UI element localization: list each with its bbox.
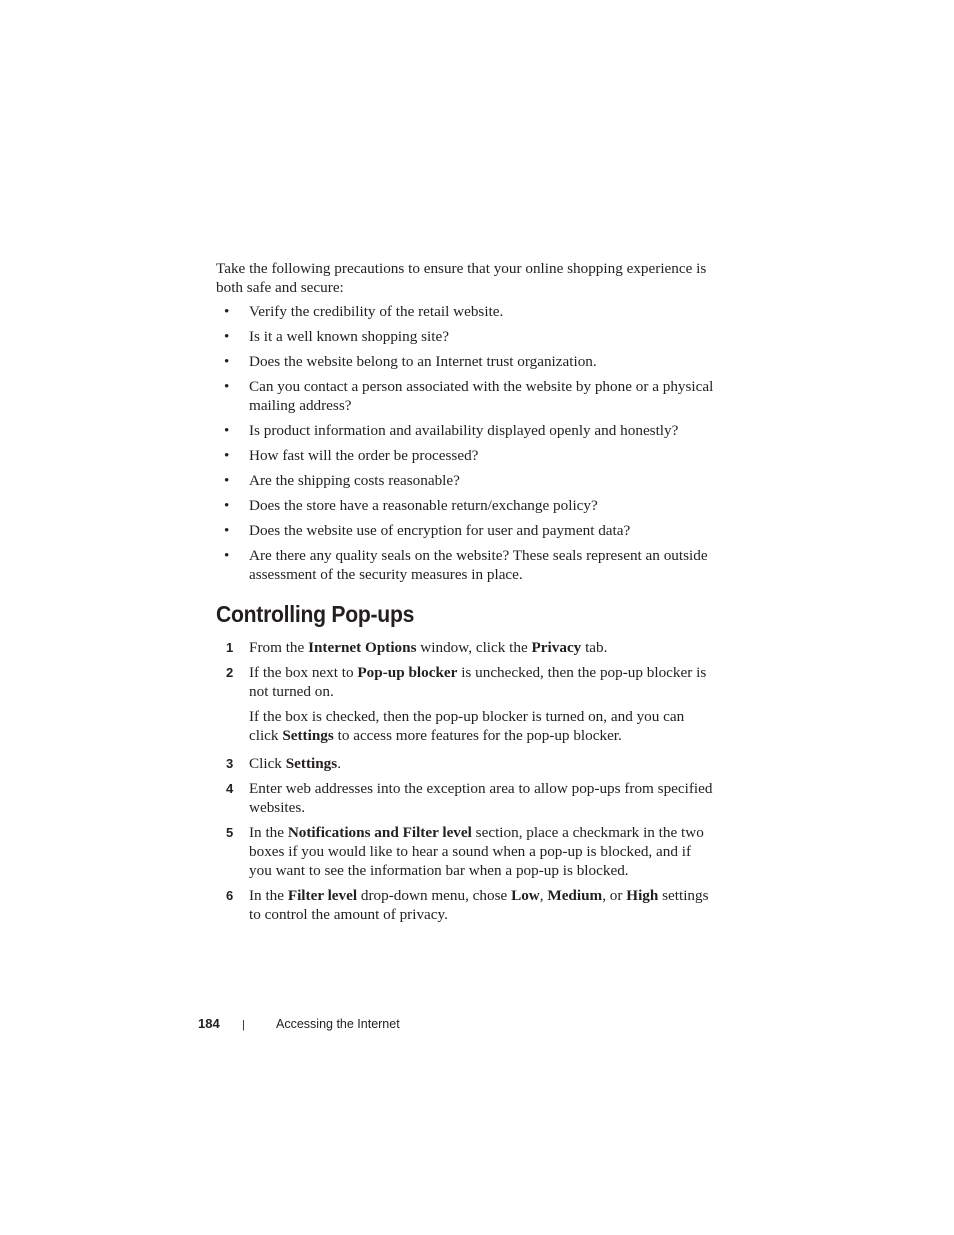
- text-run: Click: [249, 755, 286, 772]
- ui-term: Internet Options: [308, 639, 417, 656]
- bullet-icon: •: [224, 472, 230, 489]
- step-item: [216, 663, 716, 745]
- text-run: , or: [602, 887, 627, 904]
- step-item: [216, 823, 716, 880]
- list-item-text: Verify the credibility of the retail website.: [249, 303, 504, 320]
- text-run: is unchecked, then the pop-up blocker is not turned on.: [249, 664, 707, 700]
- step-subparagraph: [249, 707, 716, 745]
- text-run: to access more features for the pop-up blocker.: [333, 727, 622, 744]
- text-run: If the box next to: [249, 664, 358, 681]
- step-number: 1: [226, 640, 234, 655]
- list-item: [216, 446, 716, 465]
- list-item: [216, 496, 716, 515]
- step-number: 2: [226, 665, 234, 680]
- bullet-icon: •: [224, 422, 230, 439]
- bullet-icon: •: [224, 522, 230, 539]
- ui-term: Low: [511, 887, 540, 904]
- text-run: In the: [249, 824, 288, 841]
- list-item-text: Are the shipping costs reasonable?: [249, 472, 460, 489]
- text-run: settings to control the amount of privacy.: [249, 887, 709, 923]
- text-run: If the box is checked, then the pop-up blocker is turned on, and you can click: [249, 708, 685, 744]
- ui-term: Filter level: [287, 887, 358, 904]
- list-item: [216, 327, 716, 346]
- list-item-text: Is product information and availability displayed openly and honestly?: [249, 422, 679, 439]
- list-item: [216, 471, 716, 490]
- section-title: Controlling Pop-ups: [216, 601, 415, 627]
- text-run: .: [337, 755, 341, 772]
- bullet-icon: •: [224, 303, 230, 320]
- steps-list: [216, 638, 716, 924]
- bullet-icon: •: [224, 547, 230, 564]
- step-item: [216, 754, 716, 773]
- step-number: 4: [226, 781, 234, 796]
- intro-paragraph: Take the following precautions to ensure that your online shopping experience is both safe and secure:: [216, 260, 707, 296]
- page-content: [216, 259, 716, 930]
- list-item: [216, 421, 716, 440]
- list-item-text: Is it a well known shopping site?: [249, 328, 449, 345]
- ui-term: Settings: [282, 727, 334, 744]
- step-text: [249, 754, 716, 773]
- list-item-text: Does the store have a reasonable return/exchange policy?: [249, 497, 598, 514]
- step-item: [216, 886, 716, 924]
- text-run: tab.: [581, 639, 608, 656]
- step-text: [249, 886, 716, 924]
- list-item: [216, 546, 716, 584]
- bullet-icon: •: [224, 447, 230, 464]
- list-item: [216, 377, 716, 415]
- ui-term: Settings: [285, 755, 338, 772]
- ui-term: High: [626, 887, 659, 904]
- text-run: In the: [249, 887, 288, 904]
- text-run: ,: [539, 887, 548, 904]
- list-item-text: How fast will the order be processed?: [249, 447, 479, 464]
- list-item-text: Can you contact a person associated with the website by phone or a physical mailing address?: [249, 378, 714, 414]
- list-item: [216, 302, 716, 321]
- step-text: [249, 638, 716, 657]
- list-item: [216, 521, 716, 540]
- bullet-icon: •: [224, 378, 230, 395]
- ui-term: Medium: [547, 887, 603, 904]
- step-number: 5: [226, 825, 234, 840]
- ui-term: Privacy: [531, 639, 582, 656]
- text-run: section, place a checkmark in the two boxes if you would like to hear a sound when a pop-up is blocked, and if you want to see the information bar when a pop-up is blocked.: [249, 824, 704, 879]
- list-item-text: Does the website belong to an Internet trust organization.: [249, 353, 597, 370]
- list-item: [216, 352, 716, 371]
- step-text: [249, 823, 716, 880]
- list-item-text: Does the website use of encryption for user and payment data?: [249, 522, 631, 539]
- list-item-text: Are there any quality seals on the website? These seals represent an outside assessment of the security measures in place.: [249, 547, 708, 583]
- page-footer: [198, 1015, 400, 1034]
- step-number: 6: [226, 888, 234, 903]
- precautions-list: [216, 302, 716, 584]
- page-number: 184: [198, 1016, 220, 1031]
- text-run: window, click the: [416, 639, 532, 656]
- chapter-title: Accessing the Internet: [276, 1017, 400, 1031]
- step-item: [216, 779, 716, 817]
- step-number: 3: [226, 756, 234, 771]
- step-text: [249, 779, 716, 817]
- bullet-icon: •: [224, 497, 230, 514]
- footer-separator: |: [242, 1019, 245, 1031]
- bullet-icon: •: [224, 353, 230, 370]
- ui-term: Pop-up blocker: [357, 664, 458, 681]
- step-text: [249, 663, 716, 701]
- bullet-icon: •: [224, 328, 230, 345]
- step-item: [216, 638, 716, 657]
- ui-term: Notifications and Filter level: [287, 824, 472, 841]
- text-run: drop-down menu, chose: [357, 887, 512, 904]
- text-run: Enter web addresses into the exception area to allow pop-ups from specified websites.: [249, 780, 713, 816]
- text-run: From the: [249, 639, 309, 656]
